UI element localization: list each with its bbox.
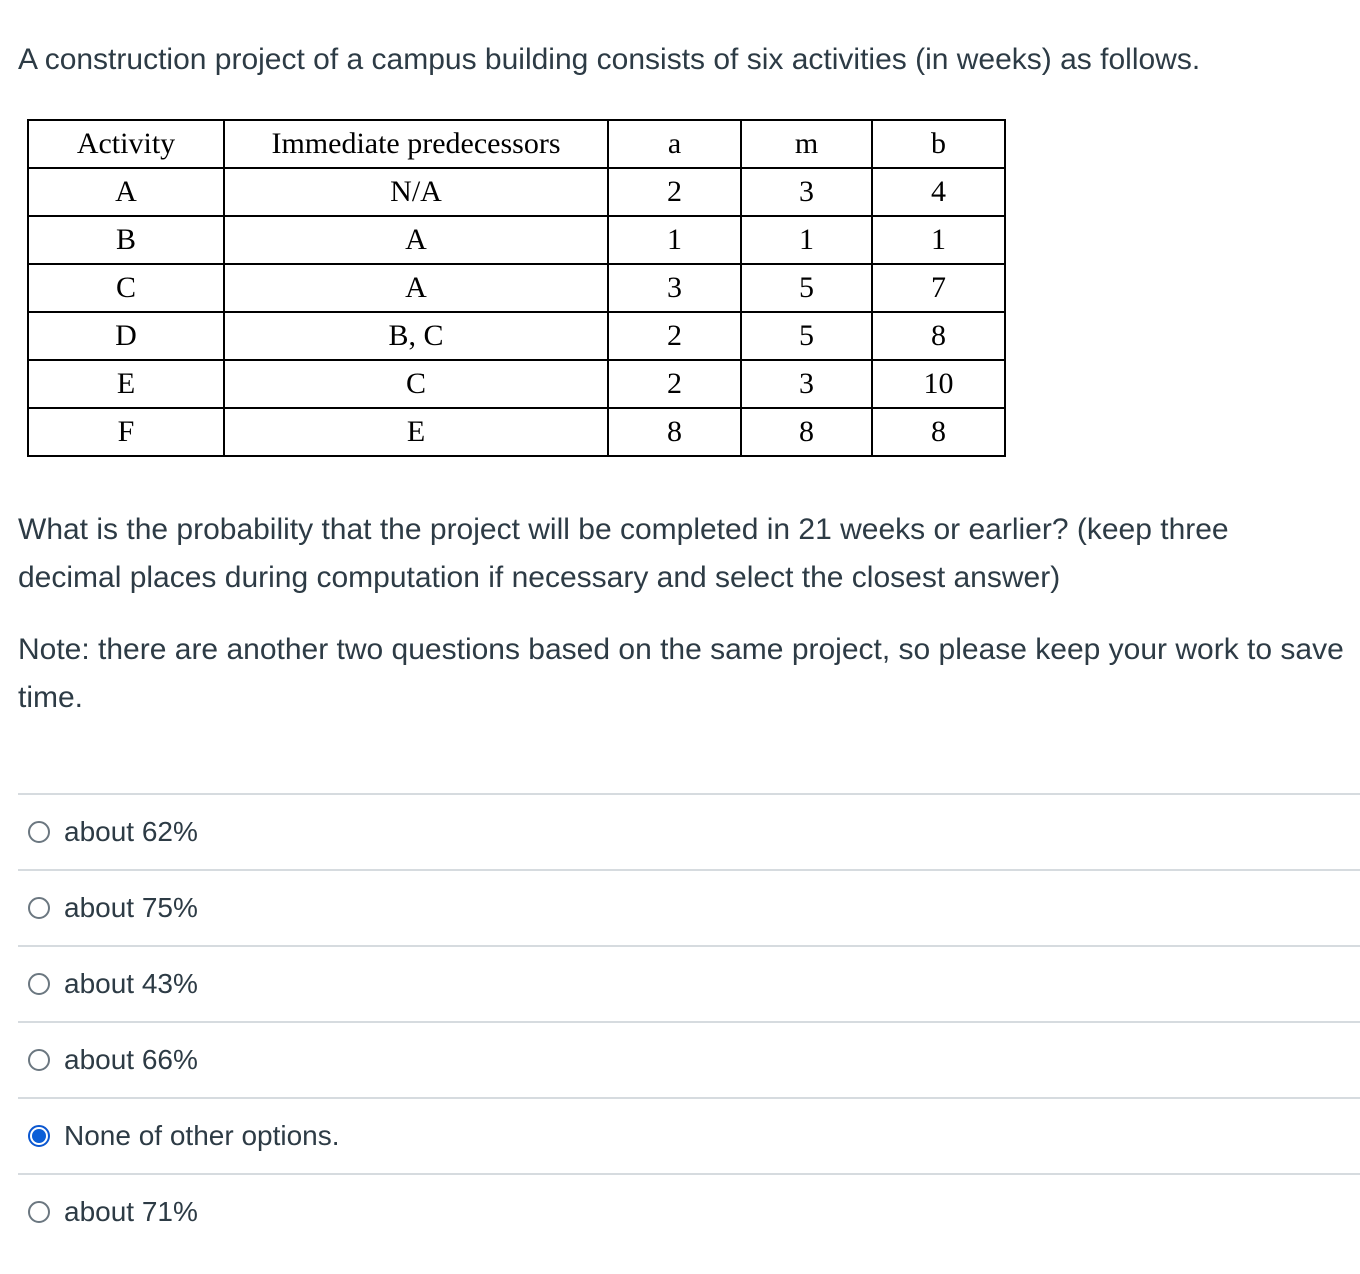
activity-table xyxy=(27,119,1006,457)
answer-option[interactable] xyxy=(18,947,1360,1023)
cell-predecessors: B, C xyxy=(224,312,608,360)
cell-b: 8 xyxy=(872,312,1005,360)
answer-option[interactable] xyxy=(18,1175,1360,1249)
cell-predecessors: A xyxy=(224,216,608,264)
answer-option[interactable] xyxy=(18,795,1360,871)
header-predecessors: Immediate predecessors xyxy=(224,120,608,168)
cell-a: 2 xyxy=(608,360,741,408)
table-row xyxy=(28,168,1005,216)
cell-a: 8 xyxy=(608,408,741,456)
header-b: b xyxy=(872,120,1005,168)
table-header-row xyxy=(28,120,1005,168)
answer-label: about 62% xyxy=(64,816,198,847)
table-row xyxy=(28,264,1005,312)
header-activity: Activity xyxy=(28,120,224,168)
table-row xyxy=(28,360,1005,408)
radio-button[interactable] xyxy=(28,897,50,919)
answer-label: about 75% xyxy=(64,892,198,923)
answer-label: about 43% xyxy=(64,968,198,999)
cell-m: 3 xyxy=(741,168,872,216)
cell-b: 7 xyxy=(872,264,1005,312)
cell-a: 1 xyxy=(608,216,741,264)
radio-button-selected[interactable] xyxy=(28,1125,50,1147)
cell-b: 4 xyxy=(872,168,1005,216)
answer-label: about 66% xyxy=(64,1044,198,1075)
cell-predecessors: E xyxy=(224,408,608,456)
table-row xyxy=(28,216,1005,264)
cell-activity: A xyxy=(28,168,224,216)
cell-predecessors: C xyxy=(224,360,608,408)
cell-a: 2 xyxy=(608,312,741,360)
question-note: Note: there are another two questions based on the same project, so please keep your work to save time. xyxy=(18,633,1344,714)
cell-a: 3 xyxy=(608,264,741,312)
header-m: m xyxy=(741,120,872,168)
table-row xyxy=(28,312,1005,360)
question-text: What is the probability that the project will be completed in 21 weeks or earlier? (keep three decimal places during computation if necessary and select the closest answer) xyxy=(18,513,1229,594)
cell-activity: F xyxy=(28,408,224,456)
answer-option[interactable] xyxy=(18,1023,1360,1099)
radio-button[interactable] xyxy=(28,821,50,843)
radio-button[interactable] xyxy=(28,1201,50,1223)
answer-label: None of other options. xyxy=(64,1120,340,1151)
cell-activity: C xyxy=(28,264,224,312)
radio-button[interactable] xyxy=(28,973,50,995)
cell-m: 5 xyxy=(741,312,872,360)
answer-list xyxy=(18,793,1360,1249)
answer-option[interactable] xyxy=(18,871,1360,947)
cell-m: 3 xyxy=(741,360,872,408)
cell-b: 10 xyxy=(872,360,1005,408)
cell-predecessors: A xyxy=(224,264,608,312)
cell-a: 2 xyxy=(608,168,741,216)
cell-activity: D xyxy=(28,312,224,360)
cell-m: 8 xyxy=(741,408,872,456)
cell-b: 8 xyxy=(872,408,1005,456)
cell-m: 5 xyxy=(741,264,872,312)
radio-button[interactable] xyxy=(28,1049,50,1071)
cell-b: 1 xyxy=(872,216,1005,264)
cell-activity: B xyxy=(28,216,224,264)
cell-activity: E xyxy=(28,360,224,408)
answer-option-selected[interactable] xyxy=(18,1099,1360,1175)
cell-m: 1 xyxy=(741,216,872,264)
table-row xyxy=(28,408,1005,456)
answer-label: about 71% xyxy=(64,1196,198,1227)
question-intro: A construction project of a campus building consists of six activities (in weeks) as follows. xyxy=(18,43,1201,76)
cell-predecessors: N/A xyxy=(224,168,608,216)
header-a: a xyxy=(608,120,741,168)
